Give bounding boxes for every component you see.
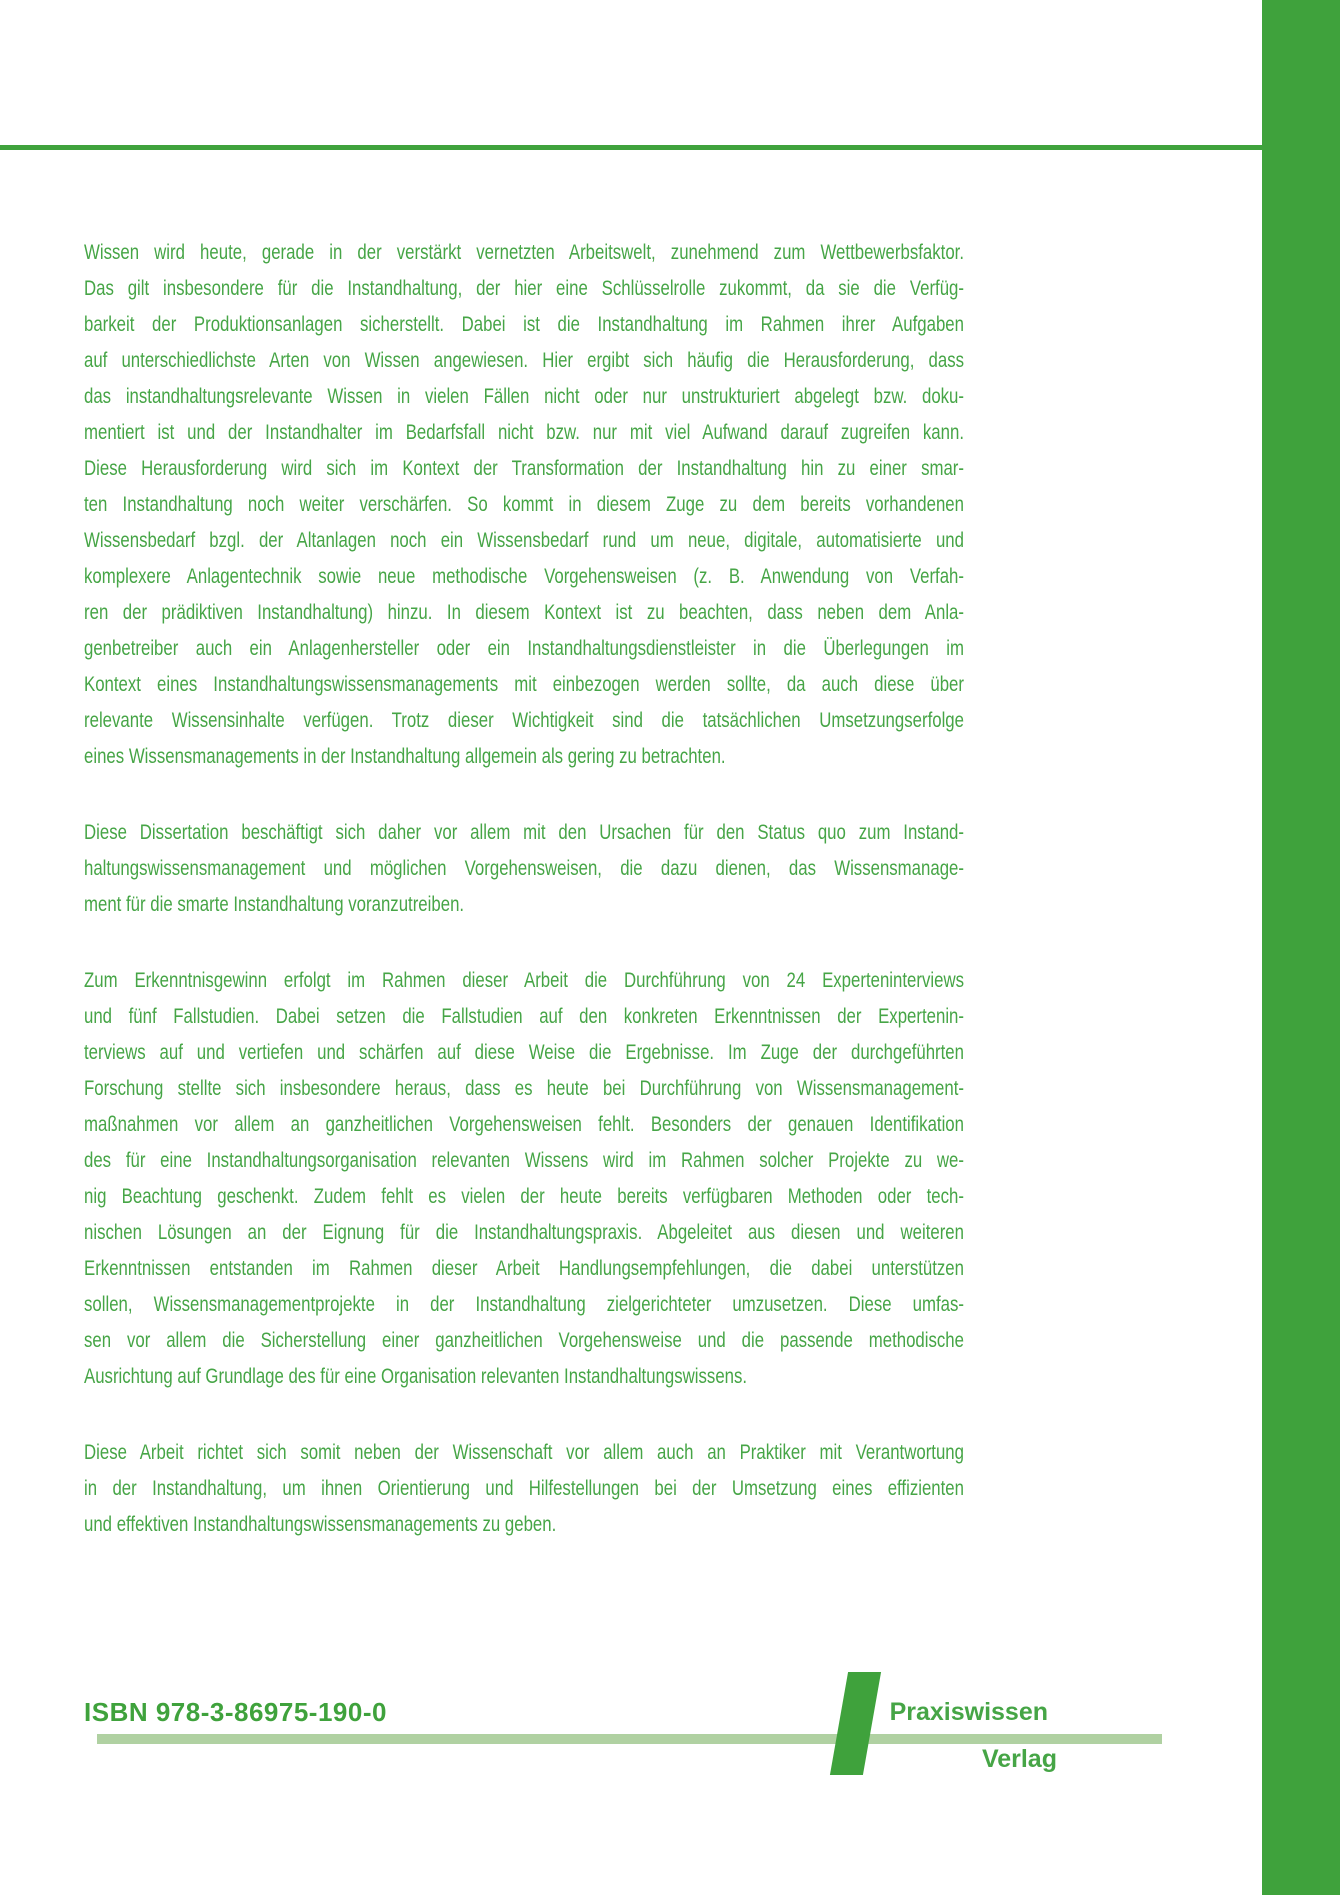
text-line: ment für die smarte Instandhaltung voranzutreiben. (84, 893, 465, 916)
text-line: sollen, Wissensmanagementprojekte in der Instandhaltung zielgerichteter umzusetzen. Diese umfas- (84, 1293, 964, 1316)
text-line: nig Beachtung geschenkt. Zudem fehlt es vielen der heute bereits verfügbaren Methoden oder tech- (84, 1185, 964, 1208)
text-line: des für eine Instandhaltungsorganisation relevanten Wissens wird im Rahmen solcher Projekte zu we- (84, 1149, 964, 1172)
text-line: haltungswissensmanagement und möglichen Vorgehensweisen, die dazu dienen, das Wissensmanage- (84, 857, 964, 880)
abstract-text (84, 235, 964, 1543)
text-line: Kontext eines Instandhaltungswissensmanagements mit einbezogen werden sollte, da auch diese über (84, 673, 964, 696)
text-line: ten Instandhaltung noch weiter verschärfen. So kommt in diesem Zuge zu dem bereits vorhandenen (84, 493, 964, 516)
abstract-paragraph (84, 235, 964, 775)
abstract-paragraph (84, 815, 964, 923)
text-line: Das gilt insbesondere für die Instandhaltung, der hier eine Schlüsselrolle zukommt, da sie die Verfüg- (84, 277, 964, 300)
text-line: Zum Erkenntnisgewinn erfolgt im Rahmen dieser Arbeit die Durchführung von 24 Experteninterviews (84, 969, 964, 992)
logo-underline-bar (97, 1734, 1162, 1744)
abstract-paragraph (84, 1435, 964, 1543)
right-accent-bar (1262, 0, 1340, 1895)
text-line: und effektiven Instandhaltungswissensmanagements zu geben. (84, 1513, 557, 1536)
text-line: Wissensbedarf bzgl. der Altanlagen noch ein Wissensbedarf rund um neue, digitale, automatisierte und (84, 529, 964, 552)
text-line: Diese Herausforderung wird sich im Kontext der Transformation der Instandhaltung hin zu einer smar- (84, 457, 964, 480)
text-line: Wissen wird heute, gerade in der verstärkt vernetzten Arbeitswelt, zunehmend zum Wettbewerbsfaktor. (84, 241, 964, 264)
text-line: und fünf Fallstudien. Dabei setzen die Fallstudien auf den konkreten Erkenntnissen der Expertenin- (84, 1005, 964, 1028)
text-line: ren der prädiktiven Instandhaltung) hinzu. In diesem Kontext ist zu beachten, dass neben dem Anla- (84, 601, 964, 624)
text-line: maßnahmen vor allem an ganzheitlichen Vorgehensweisen fehlt. Besonders der genauen Identifikation (84, 1113, 964, 1136)
text-line: genbetreiber auch ein Anlagenhersteller oder ein Instandhaltungsdienstleister in die Überlegungen im (84, 637, 964, 660)
text-line: Diese Arbeit richtet sich somit neben der Wissenschaft vor allem auch an Praktiker mit Verantwortung (84, 1441, 964, 1464)
text-line: in der Instandhaltung, um ihnen Orientierung und Hilfestellungen bei der Umsetzung eines effizienten (84, 1477, 964, 1500)
publisher-suffix: Verlag (981, 1745, 1057, 1773)
text-line: terviews auf und vertiefen und schärfen auf diese Weise die Ergebnisse. Im Zuge der durchgeführten (84, 1041, 964, 1064)
text-line: eines Wissensmanagements in der Instandhaltung allgemein als gering zu betrachten. (84, 745, 726, 768)
text-line: Forschung stellte sich insbesondere heraus, dass es heute bei Durchführung von Wissensmanagement- (84, 1077, 964, 1100)
top-rule (0, 145, 1340, 150)
text-line: Diese Dissertation beschäftigt sich daher vor allem mit den Ursachen für den Status quo zum Instand- (84, 821, 964, 844)
text-line: Ausrichtung auf Grundlage des für eine Organisation relevanten Instandhaltungswissens. (84, 1365, 748, 1388)
publisher-name: Praxiswissen (889, 1698, 1048, 1726)
text-line: barkeit der Produktionsanlagen sicherstellt. Dabei ist die Instandhaltung im Rahmen ihrer Aufgaben (84, 313, 964, 336)
text-line: Erkenntnissen entstanden im Rahmen dieser Arbeit Handlungsempfehlungen, die dabei unterstützen (84, 1257, 964, 1280)
text-line: mentiert ist und der Instandhalter im Bedarfsfall nicht bzw. nur mit viel Aufwand darauf zugreifen kann. (84, 421, 964, 444)
abstract-paragraph (84, 963, 964, 1395)
logo-slash-mark (830, 1672, 881, 1775)
text-line: komplexere Anlagentechnik sowie neue methodische Vorgehensweisen (z. B. Anwendung von Verfah- (84, 565, 964, 588)
isbn-label: ISBN 978-3-86975-190-0 (84, 1697, 387, 1727)
text-line: relevante Wissensinhalte verfügen. Trotz dieser Wichtigkeit sind die tatsächlichen Umsetzungserfolge (84, 709, 964, 732)
text-line: auf unterschiedlichste Arten von Wissen angewiesen. Hier ergibt sich häufig die Herausforderung, dass (84, 349, 964, 372)
text-line: das instandhaltungsrelevante Wissen in vielen Fällen nicht oder nur unstrukturiert abgelegt bzw. doku- (84, 385, 964, 408)
text-line: sen vor allem die Sicherstellung einer ganzheitlichen Vorgehensweise und die passende methodische (84, 1329, 964, 1352)
text-line: nischen Lösungen an der Eignung für die Instandhaltungspraxis. Abgeleitet aus diesen und weiteren (84, 1221, 964, 1244)
